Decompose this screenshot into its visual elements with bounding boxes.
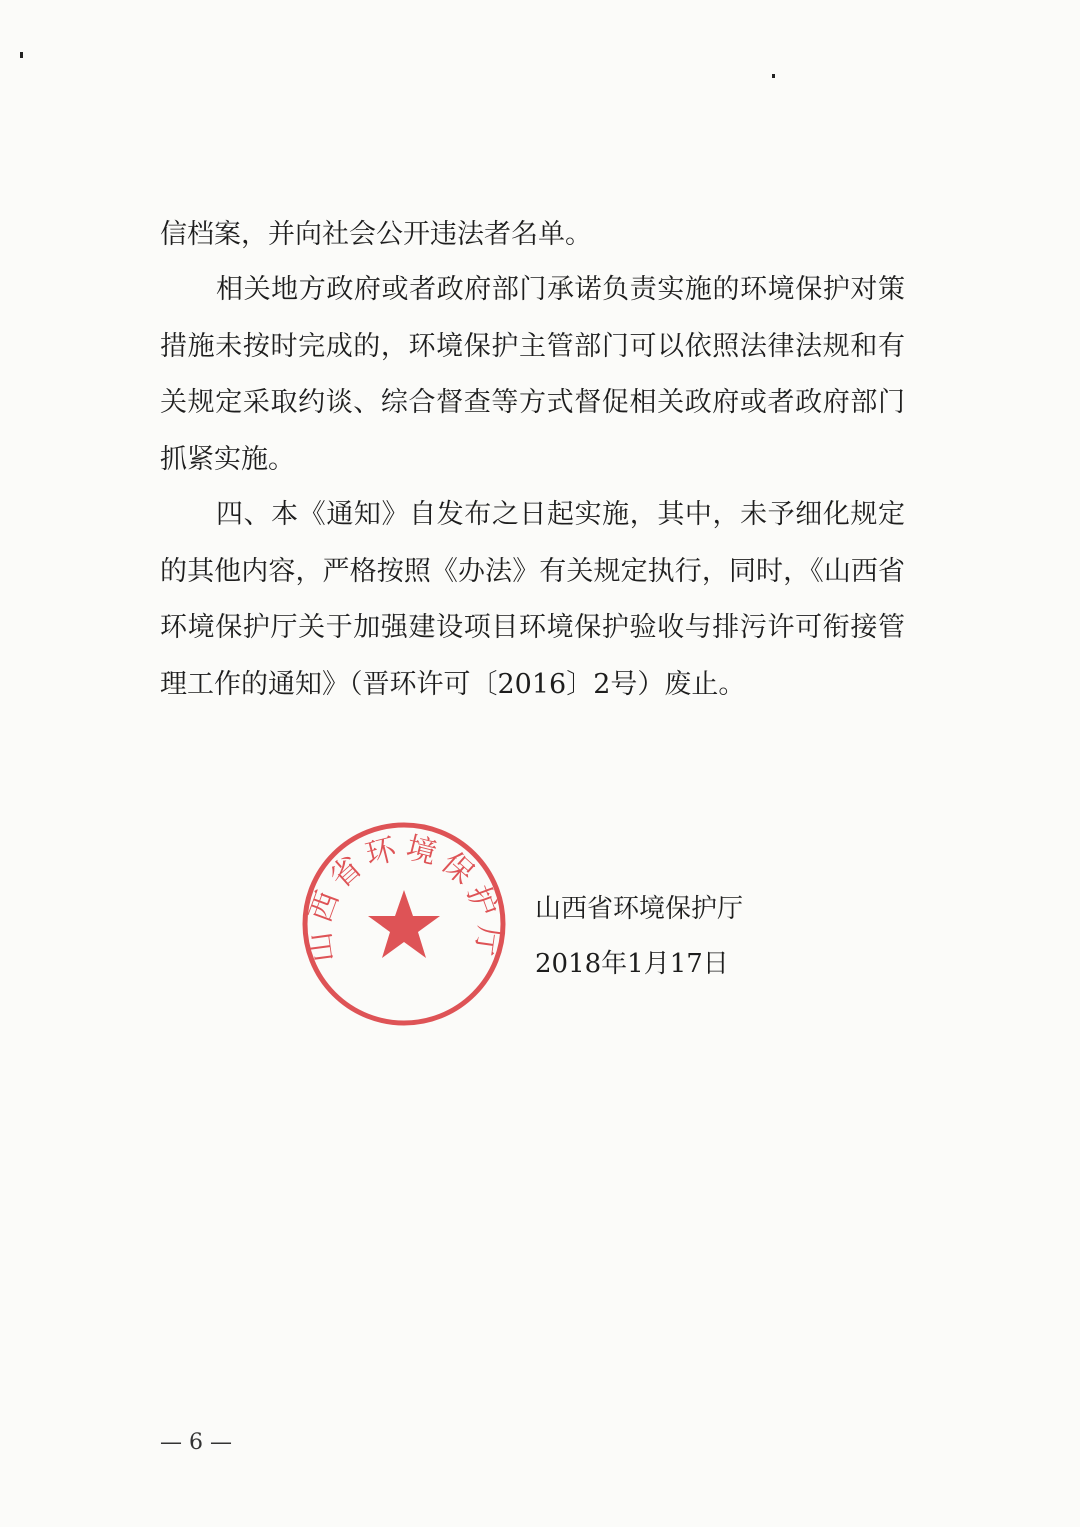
star-icon [368, 890, 440, 958]
body-line: 抓紧实施。 [160, 444, 295, 475]
body-line: 关规定采取约谈、综合督查等方式督促相关政府或者政府部门 [160, 387, 905, 418]
body-line: 相关地方政府或者政府部门承诺负责实施的环境保护对策 [216, 274, 905, 305]
body-line: 环境保护厅关于加强建设项目环境保护验收与排污许可衔接管 [160, 612, 905, 643]
scan-speck [772, 74, 775, 78]
seal-text: 山西省环境保护厅 [301, 830, 507, 965]
body-line: 四、本《通知》自发布之日起实施，其中，未予细化规定 [216, 499, 905, 530]
page-number: — 6 — [160, 1430, 232, 1455]
body-line: 的其他内容，严格按照《办法》有关规定执行，同时，《山西省 [160, 556, 905, 587]
signature-date: 2018年1月17日 [535, 949, 729, 979]
scan-speck [20, 52, 23, 58]
body-line: 措施未按时完成的，环境保护主管部门可以依照法律法规和有 [160, 331, 905, 362]
signature-issuer: 山西省环境保护厅 [535, 894, 744, 924]
body-line: 理工作的通知》（晋环许可〔2016〕2号）废止。 [160, 669, 746, 700]
official-seal [300, 820, 508, 1028]
body-line: 信档案，并向社会公开违法者名单。 [160, 219, 592, 250]
